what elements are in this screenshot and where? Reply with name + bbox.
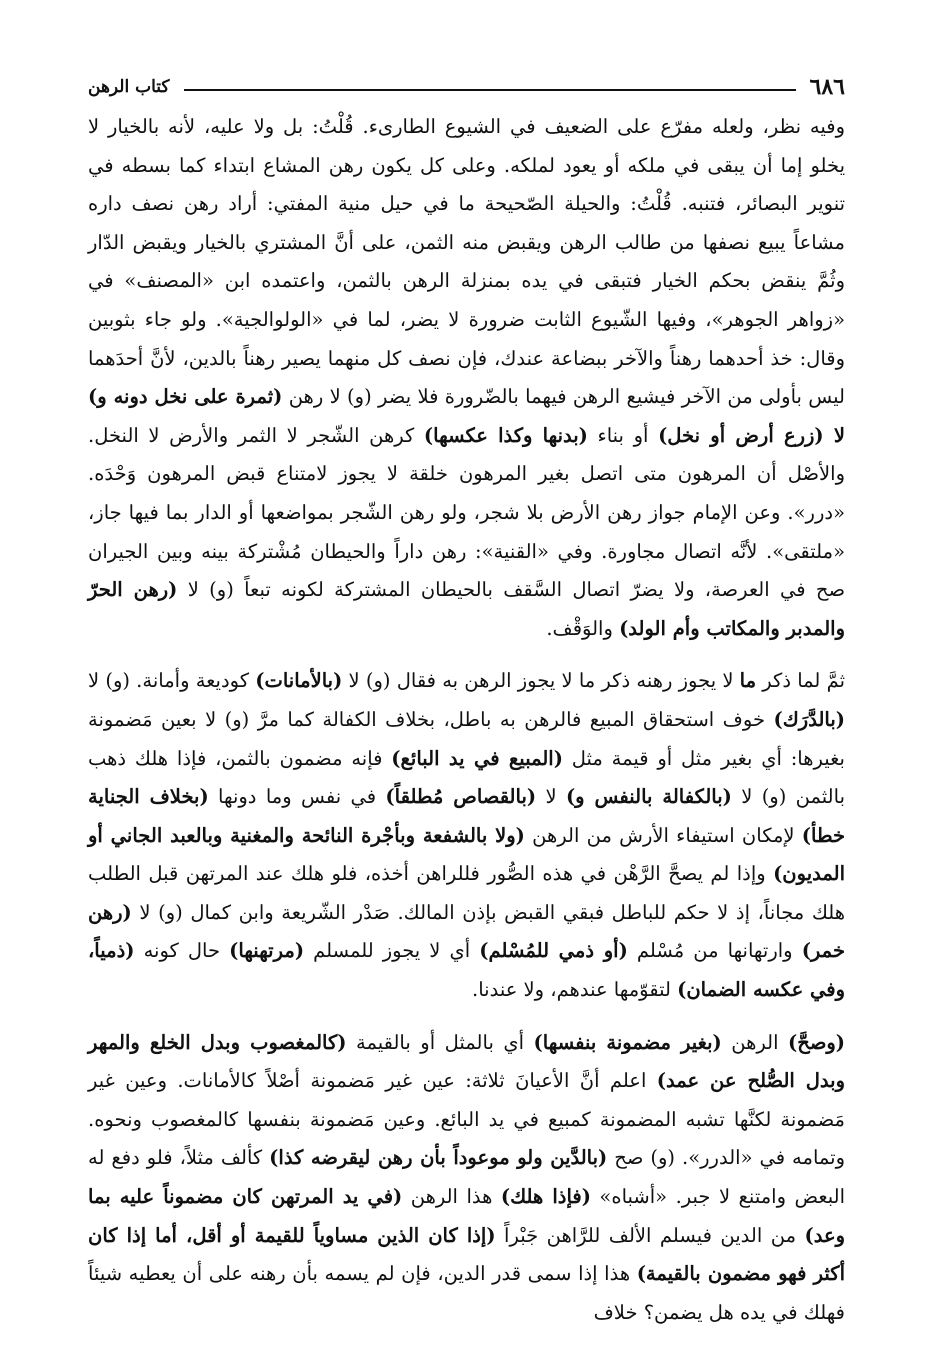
bold-text-segment: (كالمغصوب وبدل الخلع والمهر وبدل الصُّلح عن عمد) — [88, 1030, 846, 1093]
paragraph — [88, 662, 845, 1009]
bold-text-segment: (رهن خمر) — [88, 900, 846, 963]
running-title: كتاب الرهن — [88, 77, 170, 97]
text-segment: (و) لا رهن — [282, 385, 372, 409]
bold-text-segment: (المبيع في يد البائع) — [391, 746, 563, 770]
text-segment: هذا الرهن — [402, 1185, 501, 1209]
text-segment: أي لا يجوز للمسلم — [304, 939, 480, 963]
paragraph — [88, 1024, 845, 1333]
bold-text-segment: (بخلاف الجناية خطأ) — [88, 785, 845, 847]
text-segment: أو بناء — [587, 423, 659, 447]
text-segment: أي بالمثل أو بالقيمة — [346, 1030, 534, 1054]
text-segment: من الدين فيسلم الألف للرَّاهن جَبْراً — [495, 1223, 805, 1247]
text-segment: ثمَّ لما ذكر — [756, 669, 845, 693]
bold-text-segment: (بدنها وكذا عكسها) — [423, 423, 588, 447]
text-segment: لا — [536, 785, 566, 809]
header-rule — [184, 89, 796, 91]
bold-text-segment: (ذمياً، وفي عكسه الضمان) — [88, 939, 845, 1002]
text-segment: اعلم أنَّ الأعيانَ ثلاثة: عين غير مَضمونة أصْلاً كالأمانات. وعين غير مَضمونة لكنَّها تشبه المضمونة كمبيع في يد البائع. وعين مَضمونة بنفسها كالمغصوب ونحوه. وتمامه في «الدرر». (و) صح — [88, 1069, 845, 1170]
bold-text-segment: (بالدَّين ولو موعوداً بأن رهن ليقرضه كذا) — [269, 1146, 608, 1170]
text-segment: هذا إذا سمى قدر الدين، فإن لم يسمه بأن رهنه على أن يعطيه شيئاً فهلك في يده هل يضمن؟ خلاف — [88, 1262, 845, 1324]
text-segment: فإنه مضمون بالثمن، فإذا هلك ذهب بالثمن (و) لا — [88, 746, 845, 809]
text-segment: حال كونه — [134, 939, 230, 963]
bold-text-segment: (بالأمانات) — [255, 669, 343, 693]
bold-text-segment: (مرتهنها) — [229, 939, 305, 963]
page-header — [88, 72, 845, 102]
bold-text-segment: ما — [739, 669, 757, 693]
bold-text-segment: (في يد المرتهن كان مضموناً عليه بما وعد) — [88, 1185, 846, 1247]
bold-text-segment: (بالدَّرَك) — [773, 707, 845, 731]
text-segment: كرهن الشّجر لا الثمر والأرض لا النخل. والأصْل أن المرهون متى اتصل بغير المرهون خلقة لا يجوز لامتناع قبض المرهون وَحْدَه. «درر». وعن الإمام جواز رهن الأرض بلا شجر، ولو رهن الشّجر بمواضعها أو الدار بما فيها جاز، «ملتقى». لأنَّه اتصال مجاورة. وفي «القنية»: رهن داراً والحيطان مُشْتركة بينه وبين الجيران صح في العرصة، ولا يضرّ اتصال السَّقف بالحيطان المشتركة لكونه تبعاً (و) لا — [88, 423, 846, 602]
text-segment: خوف استحقاق المبيع فالرهن به باطل، بخلاف الكفالة كما مرَّ (و) لا بعين مَضمونة بغيرها: أي بغير مثل أو قيمة مثل — [88, 707, 845, 770]
bold-text-segment: (بغير مضمونة بنفسها) — [533, 1030, 722, 1054]
bold-text-segment: (أو ذمي للمُسْلم) — [479, 939, 628, 963]
bold-text-segment: (إذا كان الذين مساوياً للقيمة أو أقل، أما إذا كان أكثر فهو مضمون بالقيمة) — [88, 1223, 845, 1286]
text-segment: كألف مثلاً، فلو دفع له البعض وامتنع لا جبر. «أشباه» — [88, 1146, 846, 1209]
text-segment: لتقوّمها عندهم، ولا عندنا. — [472, 978, 678, 1002]
text-segment: لإمكان استيفاء الأرش من الرهن — [524, 823, 802, 847]
bold-text-segment: (فإذا هلك) — [500, 1185, 591, 1209]
bold-text-segment: (بالقصاص مُطلقاً) — [385, 785, 537, 809]
paragraph — [88, 108, 845, 648]
text-segment: كوديعة وأمانة. (و) لا — [88, 669, 256, 693]
text-segment: لا يجوز رهنه ذكر ما لا يجوز الرهن به فقال (و) لا — [342, 669, 740, 693]
page-number: ٦٨٦ — [809, 74, 845, 100]
text-segment: وارتهانها من مُسْلم — [627, 939, 802, 963]
text-segment: وإذا لم يصحَّ الرَّهْن في هذه الصُّور فللراهن أخذه، فلو هلك عند المرتهن قبل الطلب هلك مجاناً، إذ لا حكم للباطل فبقي القبض بإذن المالك. صَدْر الشّريعة وابن كمال (و) لا — [88, 862, 845, 924]
text-segment: والوَقْف. — [546, 616, 620, 640]
text-segment: الرهن — [721, 1030, 788, 1054]
bold-text-segment: (وصحَّ) — [788, 1030, 846, 1054]
bold-text-segment: (بالكفالة بالنفس و) — [565, 785, 732, 809]
bold-text-segment: (ولا بالشفعة وبأجْرة النائحة والمغنية وبالعبد الجاني أو المديون) — [88, 823, 845, 886]
bold-text-segment: (ثمرة على نخل دونه و) لا (زرع أرض أو نخل) — [88, 385, 845, 447]
text-segment: في نفس وما دونها — [208, 785, 386, 809]
text-segment: وفيه نظر، ولعله مفرّع على الضعيف في الشيوع الطارىء. قُلْتُ: بل ولا عليه، لأنه بالخيار لا يخلو إما أن يبقى في ملكه أو يعود لملكه. وعلى كل يكون رهن المشاع ابتداء كما بسطه في تنوير البصائر، فتنبه. قُلْتُ: والحيلة الصّحيحة ما في حيل منية المفتي: أراد رهن نصف داره مشاعاً يبيع نصفها من طالب الرهن ويقبض منه الثمن، على أنَّ المشتري بالخيار ويقبض الدّار وثُمَّ ينقض بحكم الخيار فتبقى في يده بمنزلة الرهن بالثمن، واعتمده ابن «المصنف» في «زواهر الجوهر»، وفيها الشّيوع الثابت ضرورة لا يضر، لما في «الولوالجية». ولو جاء بثوبين وقال: خذ أحدهما رهناً والآخر ببضاعة عندك، فإن نصف كل منهما يصير رهناً بالدين، لأنَّ أحدَهما ليس بأولى من الآخر فيشيع الرهن فيهما بالضّرورة فلا يضر — [88, 115, 845, 409]
bold-text-segment: (رهن الحرّ والمدبر والمكاتب وأم الولد) — [88, 578, 845, 640]
